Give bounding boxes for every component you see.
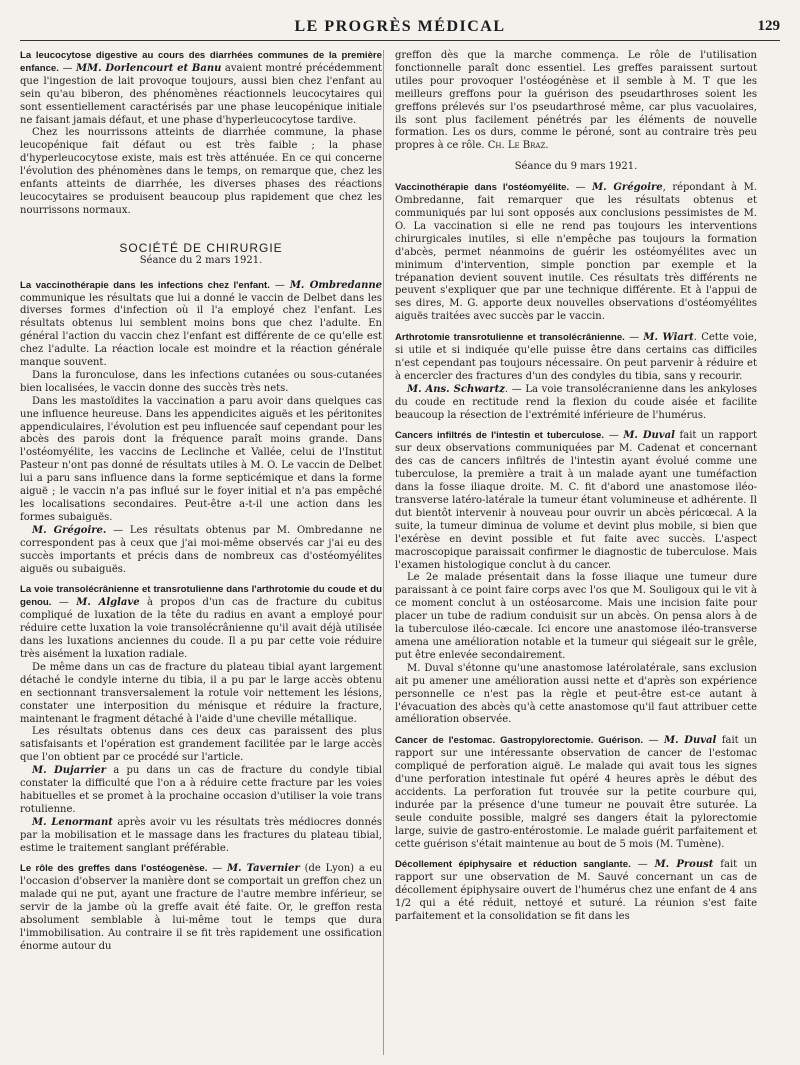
article-cancers-intestin: Cancers infiltrés de l'intestin et tuberculose. — M. Duval fait un rapport sur deux observations communiquées par M. Cadenat et concernant des cas de cancers infiltrés de l'intestin ayant évolué comme une tuberculose, la première a trait à un malade ayant une tuméfaction dans la fosse iliaque droite. M. C. fit d'abord une anastomose iléo-transverse latéro-latérale la tumeur étant volumineuse et adhérente. Il dut bientôt intervenir à nouveau pour ouvrir un abcès péricœcal. A la suite, la tumeur diminua de volume et devint plus mobile, si bien que l'exérèse en devint possible et fut faite avec succès. L'aspect macroscopique paraissait confirmer le diagnostic de tuberculose. Mais l'examen histologique conclut à du cancer. [395,430,757,571]
article-arthrotomie: Arthrotomie transrotulienne et transolécrânienne. — M. Wiart. Cette voie, si utile et si indiquée qu'elle puisse être dans certains cas difficiles n'est cependant pas toujours nécessaire. On peut parvenir à réduire et à encercler des fractures d'un des condyles du tibia, sans y recourir. [395,332,757,382]
article-authors: M. Grégoire [592,182,663,194]
article-greffes-continued: greffon dès que la marche commença. Le rôle de l'utilisation fonctionnelle paraît donc essentiel. Les greffes paraissent surtout utiles pour provoquer l'ostéogénèse et il semble à M. T que les meilleurs greffons pour la guérison des pseudarthroses soient les greffons prélevés sur l'os pseudarthrosé même, car plus vacuolaires, ils sont plus facilement pénétrés par les éléments de nouvelle formation. Les os durs, comme le péroné, sont au contraire très peu propres à ce rôle. Ch. Le Braz. [395,50,757,152]
paragraph: Chez les nourrissons atteints de diarrhée commune, la phase leucopénique fait défaut ou est très faible ; la phase d'hyperleucocytose existe, mais est très atténuée. En ce qui concerne l'évolution des phénomènes dans le temps, on remarque que, chez les enfants atteints de diarrhée, les diverses phases des réactions leucocytaires se produisent beaucoup plus rapidement que chez les nourrissons normaux. [20,127,382,216]
article-authors: M. Tavernier [227,863,300,875]
article-cancer-estomac: Cancer de l'estomac. Gastropylorectomie. Guérison. — M. Duval fait un rapport sur une intéressante observation de cancer de l'estomac compliqué de perforation aiguë. Le malade qui avait tous les signes d'une perforation intestinale fut opéré 4 heures après le début des accidents. La perforation fut trouvée sur la petite courbure qui, indurée par la présence d'une tumeur ne pouvait être suturée. La seule conduite possible, malgré ses dangers était la pylorectomie large, suivie de gastro-entérostomie. Le malade guérit parfaitement et cette guérison s'était maintenue au bout de 5 mois (M. Tumène). [395,735,758,850]
article-authors: M. Duval [664,735,717,747]
paragraph: De même dans un cas de fracture du plateau tibial ayant largement détaché le condyle interne du tibia, il a pu par le large accès obtenu en sectionnant transversalement la rotule voir nettement les lésions, constater une interposition du ménisque et réduire la fracture, maintenant le fragment détaché à l'aide d'une cheville métallique. [20,661,382,725]
article-vaccinotherapie-osteomyelite: Vaccinothérapie dans l'ostéomyélite. — M. Grégoire, répondant à M. Ombredanne, fait remarquer que les résultats obtenus et communiqués par lui sont opposés aux conclusions pessimistes de M. O. La vaccination si elle ne rend pas toujours les interventions chirurgicales inutiles, si elle n'empêche pas toujours la formation d'abcès, permet néanmoins de guérir les ostéomyélites avec un minimum d'intervention, simple ponction par exemple et la trépanation devient souvent inutile. Ces résultats très différents ne peuvent s'expliquer que par une technique différente. Et à l'appui de ses dires, M. G. apporte deux nouvelles observations d'ostéomyélites aiguës traitées avec succès par le vaccin. [395,182,758,323]
article-decollement: Décollement épiphysaire et réduction sanglante. — M. Proust fait un rapport sur une observation de M. Sauvé concernant un cas de décollement épiphysaire ouvert de l'humérus chez une enfant de 4 ans 1/2 qui a été réduit, nettoyé et suturé. La réunion s'est faite parfaitement et la consolidation se fit dans les [395,859,758,923]
column-divider [383,50,384,1055]
page-number: 129 [757,18,780,34]
page-header [20,14,780,41]
article-voie-transolecranienne: La voie transolécrânienne et transrotulienne dans l'arthrotomie du coude et du genou. — M. Alglave à propos d'un cas de fracture du cubitus compliqué de luxation de la tête du radius en avant a employé pour réduire cette luxation la voie transolécrânienne qu'il avait déjà utilisée dans les luxations anciennes du coude. Il a pu par cette voie réduire très aisément la luxation radiale. [20,584,382,660]
article-authors: M. Ombredanne [289,279,382,291]
article-authors: M. Duval [623,430,675,442]
article-vaccinotherapie: La vaccinothérapie dans les infections chez l'enfant. — M. Ombredanne communique les résultats que lui a donné le vaccin de Delbet dans les diverses formes d'infection où il l'a employé chez l'enfant. Les résultats obtenus lui semblent moins bons que chez l'adulte. En général l'action du vaccin chez l'enfant est différente de ce qu'elle est chez l'adulte. La réaction locale est moindre et la réaction générale manque souvent. [20,279,382,369]
paragraph: M. Grégoire. — Les résultats obtenus par M. Ombredanne ne correspondent pas à ceux que j'ai moi-même observés car j'ai eu des succès importants et précis dans de nombreux cas d'ostéomyélites aiguës ou subaiguës. [20,524,383,575]
article-title: Cancers infiltrés de l'intestin et tuberculose. [395,430,605,442]
left-column [20,50,382,954]
session-date: Séance du 2 mars 1921. [139,254,263,266]
paragraph: M. Dujarrier a pu dans un cas de fracture du condyle tibial constater la difficulté que l'on a à réduire cette fracture par les voies habituelles et se promet à la prochaine occasion d'utiliser la voie trans rotulienne. [20,765,383,815]
article-greffes: Le rôle des greffes dans l'ostéogenèse. — M. Tavernier (de Lyon) a eu l'occasion d'observer la manière dont se comportait un greffon chez un malade qui ne put, ayant une fracture de l'autre membre inférieur, se servir de la jambe où la greffe avait été faite. Or, le greffon resta absolument semblable à lui-même tout le temps que dura l'immobilisation. Au contraire il se fit très rapidement une ossification énorme autour du [20,863,383,952]
journal-title: LE PROGRÈS MÉDICAL [294,18,506,35]
article-body: , répondant à M. Ombredanne, fait remarquer que les résultats obtenus et communiqués par lui sont opposés aux conclusions pessimistes de M. O. La vaccination si elle ne rend pas toujours les interventions chirurgicales inutiles, si elle n'empêche pas toujours la formation d'abcès, permet néanmoins de guérir les ostéomyélites avec un minimum d'intervention, simple ponction par exemple et la trépanation devient souvent inutile. Ces résultats très différents ne peuvent s'expliquer que par une technique différente. Et à l'appui de ses dires, M. G. apporte deux nouvelles observations d'ostéomyélites aiguës traitées avec succès par le vaccin. [395,182,758,323]
article-body: fait un rapport sur deux observations communiquées par M. Cadenat et concernant des cas de cancers infiltrés de l'intestin ayant évolué comme une tuberculose, la première a trait à un malade ayant une tuméfaction dans la fosse iliaque droite. M. C. fit d'abord une anastomose iléo-transverse latéro-latérale la tumeur étant volumineuse et adhérente. Il dut bientôt intervenir à nouveau pour ouvrir un abcès péricœcal. A la suite, la tumeur diminua de volume et devint plus mobile, si bien que l'exérèse en devint possible et fut faite avec succès. L'aspect macroscopique paraissait confirmer le diagnostic de tuberculose. Mais l'examen histologique conclut à du cancer. [395,430,757,571]
article-authors: MM. Dorlencourt et Banu [75,62,222,74]
paragraph: Dans les mastoïdites la vaccination a paru avoir dans quelques cas une influence heureuse. Dans les appendicites aiguës et les péritonites appendiculaires, l'évolution est peu influencée sauf cependant pour les abcès des parois dont la fréquence paraît moins grande. Dans l'ostéomyélite, les vaccins de Leclinche et Vallée, celui de l'Institut Pasteur n'ont pas donné de résultats utiles à M. O. Le vaccin de Delbet lui a paru sans influence dans la forme septicémique et dans la forme aiguë ; le vaccin n'a pas influé sur le foyer initial et n'a pas empêché les localisations secondaires. Peut-être a-t-il une action dans les formes subaiguës. [20,395,382,523]
article-authors: M. Wiart [643,332,694,344]
paragraph: M. Ans. Schwartz. — La voie transolécranienne dans les ankyloses du coude en rectitude rend la flexion du coude aisée et facilite beaucoup la résection de l'extrémité inférieure de l'humérus. [395,383,757,421]
article-body: avaient montré précédemment que l'ingestion de lait provoque toujours, aussi bien chez l'enfant au sein qu'au biberon, des phénomènes réactionnels leucocytaires qui sont essentiellement caractérisés par une phase leucopénique initiale ne faisant jamais défaut, et une phase d'hyperleucocytose tardive. [20,62,383,126]
right-column [395,50,757,924]
paragraph: M. Lenormant après avoir vu les résultats très médiocres donnés par la mobilisation et le massage dans les fractures du plateau tibial, estime le traitement sanglant préférable. [20,816,382,854]
article-title: Vaccinothérapie dans l'ostéomyélite. [395,182,570,194]
society-title: SOCIÉTÉ DE CHIRURGIE [119,240,283,255]
article-title: Le rôle des greffes dans l'ostéogenèse. [20,863,208,875]
article-title: La voie transolécrânienne et transrotulienne dans l'arthrotomie du coude et du genou. [20,584,382,609]
paragraph: Le 2e malade présentait dans la fosse iliaque une tumeur dure paraissant à ce point faire corps avec l'os que M. Souligoux qui le vit à ce moment conclut à un ostéosarcome. Mais une incision faite pour placer un tube de radium conduisit sur un abcès. On pensa alors à de la tuberculose iléo-cæcale. Ici encore une anastomose iléo-transverse amena une amélioration notable et la tumeur qui siégeait sur le grêle, put être enlevée secondairement. [395,572,757,661]
article-title: Décollement épiphysaire et réduction sanglante. [395,859,631,871]
article-authors: M. Proust [654,859,714,871]
article-body: à propos d'un cas de fracture du cubitus compliqué de luxation de la tête du radius en avant a employé pour réduire cette luxation la voie transolécrânienne qu'il avait déjà utilisée dans les luxations anciennes du coude. Il a pu par cette voie réduire très aisément la luxation radiale. [20,597,382,660]
article-title: La vaccinothérapie dans les infections chez l'enfant. [20,279,270,291]
article-authors: M. Alglave [76,597,140,609]
article-title: Cancer de l'estomac. Gastropylorectomie. Guérison. [395,735,644,747]
article-body: fait un rapport sur une intéressante observation de cancer de l'estomac compliqué de perforation aiguë. Le malade qui avait tous les signes d'une perforation intestinale fut opéré 4 heures après le début des accidents. La perforation fut trouvée sur la petite courbure qui, indurée par la présence d'une tumeur ne pouvait être suturée. La seule conduite possible, malgré ses dangers était la pylorectomie large, suivie de gastro-entérostomie. Le malade guérit parfaitement et cette guérison s'était maintenue au bout de 5 mois (M. Tumène). [395,735,758,850]
article-leucocytose: La leucocytose digestive au cours des diarrhées communes de la première enfance. — MM. Dorlencourt et Banu avaient montré précédemment que l'ingestion de lait provoque toujours, aussi bien chez l'enfant au sein qu'au biberon, des phénomènes réactionnels leucocytaires qui sont essentiellement caractérisés par une phase leucopénique initiale ne faisant jamais défaut, et une phase d'hyperleucocytose tardive. [20,50,383,126]
paragraph: Les résultats obtenus dans ces deux cas paraissent des plus satisfaisants et l'opération est grandement facilitée par le large accès que l'on obtient par ce procédé sur l'article. [20,726,382,764]
paragraph: M. Duval s'étonne qu'une anastomose latérolatérale, sans exclusion ait pu amener une amélioration aussi nette et d'après son expérience personnelle ce n'est pas la règle et peut-être est-ce autant à l'évacuation des abcès qu'à cette anastomose qu'il faut attribuer cette amélioration observée. [395,662,757,726]
article-title: Arthrotomie transrotulienne et transolécrânienne. [395,332,625,344]
article-body: . Cette voie, si utile et si indiquée qu'elle puisse être dans certains cas difficiles n'est cependant pas toujours nécessaire. On peut parvenir à réduire et à encercler des fractures d'un des condyles du tibia, sans y recourir. [395,332,757,382]
article-title: La leucocytose digestive au cours des diarrhées communes de la première enfance. [20,50,382,74]
article-body: communique les résultats que lui a donné le vaccin de Delbet dans les diverses formes d'infection où il l'a employé chez l'enfant. Les résultats obtenus lui semblent moins bons que chez l'adulte. En général l'action du vaccin chez l'enfant est différente de ce qu'elle est chez l'adulte. La réaction locale est moindre et la réaction générale manque souvent. [20,292,382,369]
article-body: (de Lyon) a eu l'occasion d'observer la manière dont se comportait un greffon chez un malade qui ne put, ayant une fracture de l'autre membre inférieur, se servir de la jambe où la greffe avait été faite. Or, le greffon resta absolument semblable à lui-même tout le temps que dura l'immobilisation. Au contraire il se fit très rapidement une ossification énorme autour du [20,863,383,952]
paragraph: Dans la furonculose, dans les infections cutanées ou sous-cutanées bien localisées, le vaccin donne des succès très nets. [20,369,382,394]
session-date: Séance du 9 mars 1921. [514,161,638,173]
signature: Ch. Le Braz. [487,140,549,152]
article-body: fait un rapport sur une observation de M. Sauvé concernant un cas de décollement épiphysaire ouvert de l'humérus chez une enfant de 4 ans 1/2 qui a été réduit, nettoyé et suturé. La réunion s'est faite parfaitement et la consolidation se fit dans les [395,859,758,923]
